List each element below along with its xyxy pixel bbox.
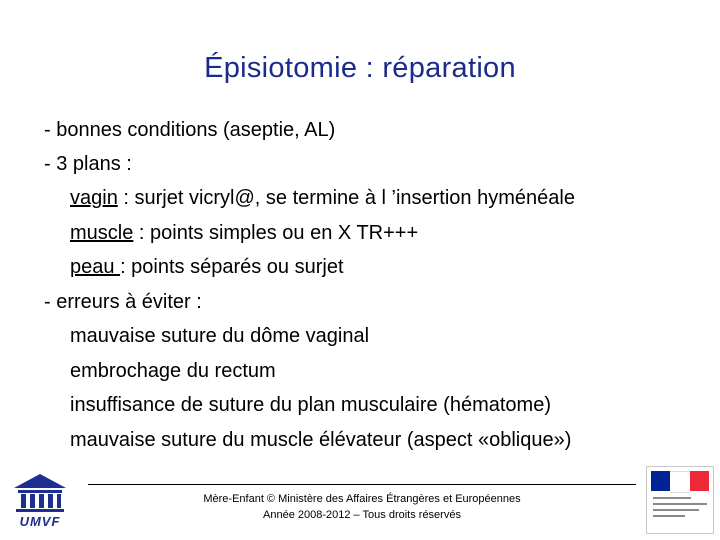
bullet-line: - 3 plans : xyxy=(44,153,132,175)
umvf-building-icon xyxy=(8,470,72,514)
sub-line: embrochage du rectum xyxy=(70,360,276,382)
ministry-text-lines xyxy=(653,497,707,521)
sub-line xyxy=(70,221,418,245)
term-muscle: muscle xyxy=(70,222,134,244)
term-description: : points simples ou en X TR+++ xyxy=(133,222,419,244)
footer-years: Année 2008-2012 – Tous droits réservés xyxy=(263,509,461,521)
footer-divider xyxy=(88,484,636,485)
sub-line: mauvaise suture du dôme vaginal xyxy=(70,325,370,347)
french-flag-icon xyxy=(651,471,709,491)
bullet-line: - bonnes conditions (aseptie, AL) xyxy=(44,119,336,141)
bullet-line: - erreurs à éviter : xyxy=(44,291,202,313)
sub-line: insuffisance de suture du plan musculaire (hématome) xyxy=(70,394,551,416)
sub-line xyxy=(70,186,575,210)
sub-line: mauvaise suture du muscle élévateur (aspect «oblique») xyxy=(70,429,572,451)
sub-line xyxy=(70,255,344,279)
umvf-label: UMVF xyxy=(19,514,61,529)
umvf-logo xyxy=(8,470,72,530)
term-vagin: vagin xyxy=(70,187,118,209)
footer xyxy=(88,491,636,523)
term-peau: peau xyxy=(70,256,121,278)
term-description: : surjet vicryl@, se termine à l ’insertion hyménéale xyxy=(117,187,575,209)
footer-copyright: Mère-Enfant © Ministère des Affaires Étrangères et Européennes xyxy=(203,493,521,505)
slide-title: Épisiotomie : réparation xyxy=(204,52,516,84)
ministry-logo xyxy=(646,466,714,534)
term-description: : points séparés ou surjet xyxy=(120,256,344,278)
